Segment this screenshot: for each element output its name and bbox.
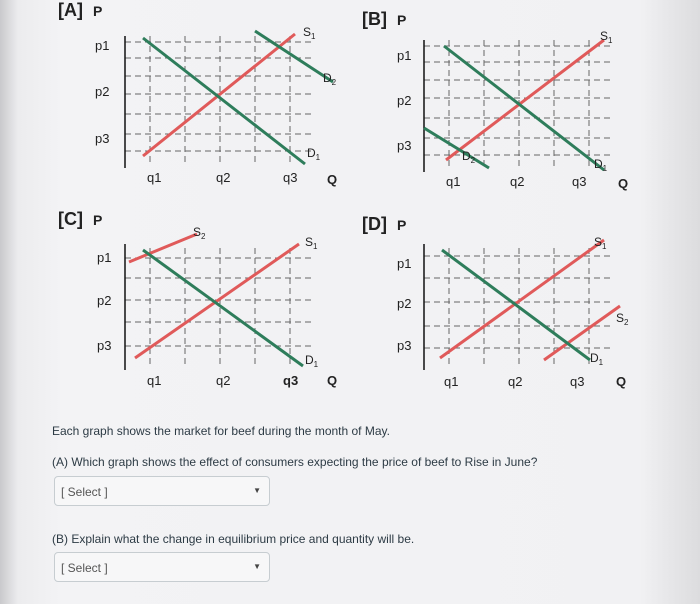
graph-a-q-axis-label: Q xyxy=(327,172,338,187)
graph-c-grid xyxy=(125,248,315,368)
graph-a-label-d2: $D_2$ xyxy=(323,71,337,87)
graph-c-curve-d1 xyxy=(143,250,303,366)
question-b-select-value: [ Select ] xyxy=(61,561,108,575)
graph-c xyxy=(95,225,355,397)
graph-d-label-s2: $S_2$ xyxy=(616,311,629,327)
graph-d-label-s1: $S_1$ xyxy=(594,235,607,251)
graph-b-label-d2: $D_2$ xyxy=(462,149,476,165)
graph-c-tick-q2: q2 xyxy=(216,373,231,388)
graph-d-tick-p3: p3 xyxy=(397,338,412,353)
graph-c-tick-p2: p2 xyxy=(97,293,112,308)
graph-d-tick-q2: q2 xyxy=(508,374,523,389)
graph-b-tick-p3: p3 xyxy=(397,138,412,153)
graph-b-label-d1: $D_1$ xyxy=(594,157,608,173)
graph-c-label: [C] P xyxy=(58,209,103,229)
graph-b-tick-p1: p1 xyxy=(397,48,412,63)
graph-a-tick-q3: q3 xyxy=(283,170,298,185)
graph-d-tick-q3: q3 xyxy=(570,374,585,389)
question-a-select-value: [ Select ] xyxy=(61,485,108,499)
graph-a-tick-q2: q2 xyxy=(216,170,231,185)
graph-a-tick-p3: p3 xyxy=(95,131,110,146)
graph-d-label-d1: $D_1$ xyxy=(590,351,604,367)
graph-d-tick-q1: q1 xyxy=(444,374,459,389)
graph-b-label-s1: $S_1$ xyxy=(600,29,613,45)
graph-a-tick-q1: q1 xyxy=(147,170,162,185)
graph-c-label-s1: $S_1$ xyxy=(305,235,318,251)
graph-a-label-d1: $D_1$ xyxy=(307,146,321,162)
graph-d-curve-s1 xyxy=(440,240,604,358)
graph-a-curve-d1 xyxy=(143,38,305,164)
graph-b-tick-q1: q1 xyxy=(446,174,461,189)
chevron-down-icon: ▼ xyxy=(253,562,261,571)
graph-b-tick-q3: q3 xyxy=(572,174,587,189)
graph-d xyxy=(394,236,654,401)
graph-b xyxy=(394,30,654,200)
graph-c-q-axis-label: Q xyxy=(327,373,338,388)
graph-b-label: [B] P xyxy=(362,9,407,29)
graph-d-label: [D] P xyxy=(362,214,407,234)
graph-b-q-axis-label: Q xyxy=(618,176,629,191)
graph-c-tick-p1: p1 xyxy=(97,250,112,265)
question-b-select[interactable] xyxy=(54,552,270,582)
graph-a-label-s1: $S_1$ xyxy=(303,25,316,41)
question-a-text: (A) Which graph shows the effect of consumers expecting the price of beef to Rise in June? xyxy=(52,455,538,469)
graph-c-tick-q3: q3 xyxy=(283,373,299,388)
graph-d-tick-p1: p1 xyxy=(397,256,412,271)
graph-a-label: [A] P xyxy=(58,0,103,20)
question-intro: Each graph shows the market for beef during the month of May. xyxy=(52,424,390,438)
graph-b-curve-s1 xyxy=(446,40,604,160)
chevron-down-icon: ▼ xyxy=(253,486,261,495)
graph-c-label-s2: $S_2$ xyxy=(193,225,206,241)
graph-a xyxy=(95,26,355,196)
graph-a-tick-p2: p2 xyxy=(95,84,110,99)
graph-c-label-d1: $D_1$ xyxy=(305,353,319,369)
graph-b-tick-q2: q2 xyxy=(510,174,525,189)
graph-a-tick-p1: p1 xyxy=(95,38,110,53)
graph-d-q-axis-label: Q xyxy=(616,374,627,389)
graph-c-tick-q1: q1 xyxy=(147,373,162,388)
graph-a-grid xyxy=(125,36,315,164)
graph-b-tick-p2: p2 xyxy=(397,93,412,108)
question-b-text: (B) Explain what the change in equilibrium price and quantity will be. xyxy=(52,532,415,546)
question-a-select[interactable] xyxy=(54,476,270,506)
graph-d-tick-p2: p2 xyxy=(397,296,412,311)
graph-c-tick-p3: p3 xyxy=(97,338,112,353)
